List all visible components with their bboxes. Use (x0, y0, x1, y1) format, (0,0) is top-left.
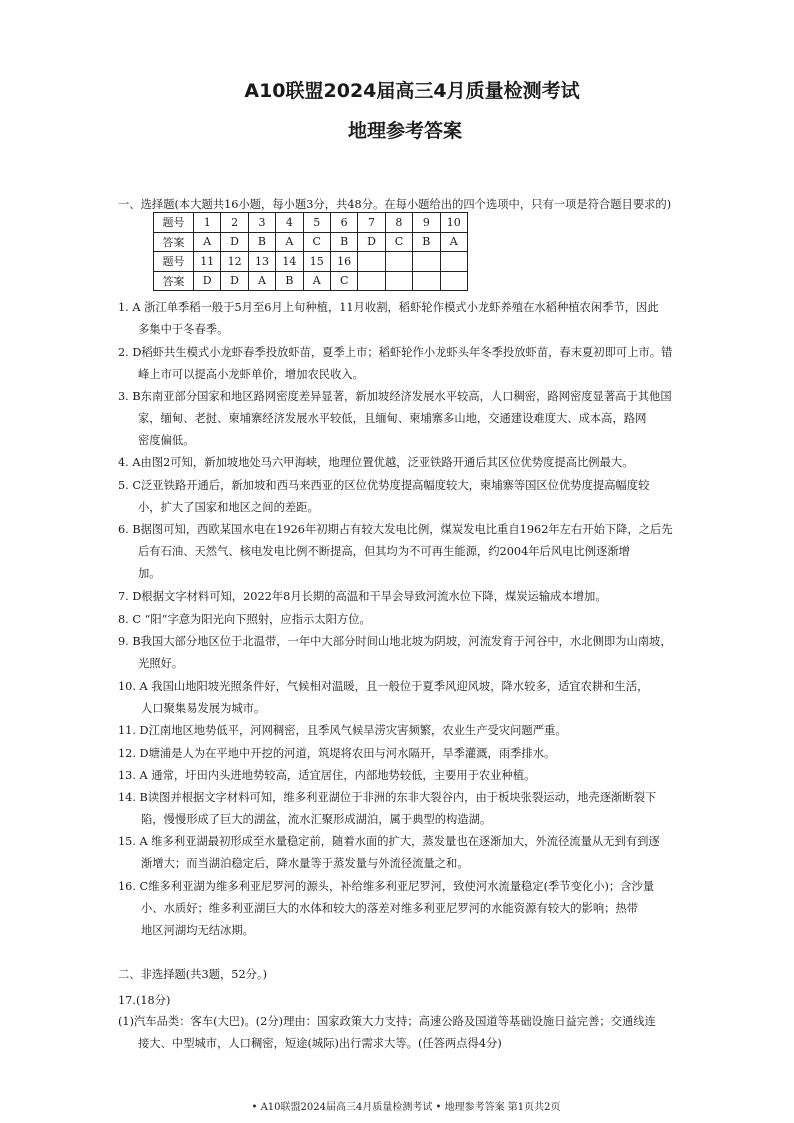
answer-line: 7. D根据文字材料可知，2022年8月长期的高温和干旱会导致河流水位下降，煤炭运输成本增加。 (118, 590, 607, 603)
table-cell: D (221, 232, 248, 252)
answer-item (118, 475, 678, 519)
table-row-header: 题号 (154, 213, 194, 233)
answer-item (118, 586, 678, 608)
answer-line: 14. B读图并根据文字材料可知，维多利亚湖位于非洲的东非大裂谷内，由于板块张裂运动，地壳逐渐断裂下 (118, 791, 657, 804)
table-cell: 16 (330, 252, 357, 272)
table-cell (385, 271, 412, 291)
table-cell: 5 (303, 213, 330, 233)
answer-line: 接大、中型城市，人口稠密，短途(城际)出行需求大等。(任答两点得4分) (138, 1037, 502, 1050)
answer-line: 光照好。 (138, 657, 184, 670)
page-title: A10联盟2024届高三4月质量检测考试 (244, 80, 580, 102)
table-cell: 6 (330, 213, 357, 233)
table-cell: C (330, 271, 357, 291)
table-cell: C (385, 232, 412, 252)
table-cell: D (194, 271, 221, 291)
table-cell: 13 (248, 252, 275, 272)
table-cell (358, 252, 385, 272)
table-row-header: 答案 (154, 271, 194, 291)
table-cell: B (413, 232, 440, 252)
question-17-header: 17.(18分) (118, 994, 171, 1007)
table-cell: D (221, 271, 248, 291)
answer-item (118, 876, 678, 942)
answer-line: 6. B据图可知，西欧某国水电在1926年初期占有较大发电比例，煤炭发电比重自1962年左右开始下降，之后先 (118, 523, 673, 536)
answer-line: 人口聚集易发展为城市。 (141, 702, 266, 715)
table-cell: 1 (194, 213, 221, 233)
answer-line: 11. D江南地区地势低平，河网稠密，且季风气候旱涝灾害频繁，农业生产受灾问题严重。 (118, 724, 567, 737)
table-cell (413, 271, 440, 291)
answer-item (118, 386, 678, 452)
answer-item (118, 609, 678, 631)
table-cell: B (248, 232, 275, 252)
answer-line: 密度偏低。 (138, 434, 195, 447)
table-cell: 7 (358, 213, 385, 233)
table-cell (358, 271, 385, 291)
table-cell: D (358, 232, 385, 252)
page-subtitle: 地理参考答案 (347, 120, 462, 142)
answer-item (118, 765, 678, 787)
answer-line: 多集中于冬春季。 (138, 323, 229, 336)
table-cell: 8 (385, 213, 412, 233)
table-cell: C (303, 232, 330, 252)
table-cell: 14 (276, 252, 303, 272)
table-cell (440, 252, 467, 272)
table-cell: A (303, 271, 330, 291)
table-cell: 11 (194, 252, 221, 272)
answer-item (118, 676, 678, 720)
answer-line: 1. A 浙江单季稻一般于5月至6月上旬种植，11月收割，稻虾轮作模式小龙虾养殖在水稻种植农闲季节，因此 (118, 301, 659, 314)
answer-line: 13. A 通常，圩田内头进地势较高，适宜居住，内部地势较低，主要用于农业种植。 (118, 769, 536, 782)
answer-line: 后有石油、天然气、核电发电比例不断提高，但其均为不可再生能源，约2004年后风电比例逐渐增 (138, 545, 630, 558)
page-footer: • A10联盟2024届高三4月质量检测考试 • 地理参考答案 第1页共2页 (251, 1102, 561, 1113)
answer-line: 峰上市可以提高小龙虾单价，增加农民收入。 (138, 368, 364, 381)
answer-line: 地区河湖均无结冰期。 (141, 924, 254, 937)
answer-line: 家，缅甸、老挝、柬埔寨经济发展水平较低，且缅甸、柬埔寨多山地，交通建设难度大、成本高，路网 (138, 412, 647, 425)
section1-heading: 一、选择题(本大题共16小题，每小题3分，共48分。在每小题给出的四个选项中，只有一项是符合题目要求的) (118, 198, 672, 211)
table-cell: B (276, 271, 303, 291)
section2-heading: 二、非选择题(共3题，52分。) (118, 968, 267, 981)
table-cell: 4 (276, 213, 303, 233)
table-cell: 15 (303, 252, 330, 272)
answer-line: 加。 (138, 567, 161, 580)
question-17-answer (118, 1011, 678, 1055)
answer-item (118, 297, 678, 341)
answer-line: 小、水质好；维多利亚湖巨大的水体和较大的落差对维多利亚尼罗河的水能资源有较大的影响；热带 (141, 902, 639, 915)
answer-line: (1)汽车品类：客车(大巴)。(2分)理由：国家政策大力支持；高速公路及国道等基础设施日益完善；交通线连 (118, 1015, 656, 1028)
table-cell (440, 271, 467, 291)
table-cell: A (440, 232, 467, 252)
table-row (154, 213, 468, 233)
answer-table (153, 212, 468, 291)
table-cell (385, 252, 412, 272)
answer-item (118, 743, 678, 765)
table-cell (413, 252, 440, 272)
table-row (154, 252, 468, 272)
table-cell: 12 (221, 252, 248, 272)
answer-item (118, 787, 678, 831)
answer-item (118, 342, 678, 386)
answer-item (118, 452, 678, 474)
answer-line: 小，扩大了国家和地区之间的差距。 (138, 501, 319, 514)
table-cell: 9 (413, 213, 440, 233)
answer-line: 15. A 维多利亚湖最初形成至水量稳定前，随着水面的扩大，蒸发量也在逐渐加大，外流径流量从无到有到逐 (118, 835, 660, 848)
table-row-header: 答案 (154, 232, 194, 252)
answer-line: 12. D塘浦是人为在平地中开挖的河道，筑堤将农田与河水隔开，旱季灌溉，雨季排水。 (118, 747, 556, 760)
table-cell: 3 (248, 213, 275, 233)
table-row (154, 232, 468, 252)
table-cell: 10 (440, 213, 467, 233)
table-cell: A (248, 271, 275, 291)
answer-line: 4. A由图2可知，新加坡地处马六甲海峡，地理位置优越，泛亚铁路开通后其区位优势度提高比例最大。 (118, 456, 634, 469)
table-cell: B (330, 232, 357, 252)
answer-line: 渐增大；而当湖泊稳定后，降水量等于蒸发量与外流径流量之和。 (141, 857, 469, 870)
answer-item (118, 631, 678, 675)
answer-line: 8. C “阳”字意为阳光向下照射，应指示太阳方位。 (118, 613, 371, 626)
answer-line: 2. D稻虾共生模式小龙虾春季投放虾苗，夏季上市；稻虾轮作小龙虾头年冬季投放虾苗，春末夏初即可上市。错 (118, 346, 673, 359)
table-row (154, 271, 468, 291)
answer-line: 3. B东南亚部分国家和地区路网密度差异显著，新加坡经济发展水平较高，人口稠密，路网密度显著高于其他国 (118, 390, 672, 403)
table-row-header: 题号 (154, 252, 194, 272)
answer-line: 10. A 我国山地阳坡光照条件好，气候相对温暖，且一般位于夏季风迎风坡，降水较多，适宜农耕和生活， (118, 680, 649, 693)
table-cell: 2 (221, 213, 248, 233)
table-cell: A (194, 232, 221, 252)
answer-line: 5. C泛亚铁路开通后，新加坡和西马来西亚的区位优势度提高幅度较大，柬埔寨等国区位优势度提高幅度较 (118, 479, 650, 492)
answer-line: 陷，慢慢形成了巨大的湖盆，流水汇聚形成湖泊，属于典型的构造湖。 (141, 813, 492, 826)
answer-item (118, 720, 678, 742)
answer-line: 16. C维多利亚湖为维多利亚尼罗河的源头，补给维多利亚尼罗河，致使河水流量稳定(季节变化小)；含沙量 (118, 880, 655, 893)
answer-item (118, 519, 678, 585)
answer-line: 9. B我国大部分地区位于北温带，一年中大部分时间山地北坡为阴坡，河流发育于河谷中，水北侧即为山南坡， (118, 635, 672, 648)
table-cell: A (276, 232, 303, 252)
answer-item (118, 831, 678, 875)
